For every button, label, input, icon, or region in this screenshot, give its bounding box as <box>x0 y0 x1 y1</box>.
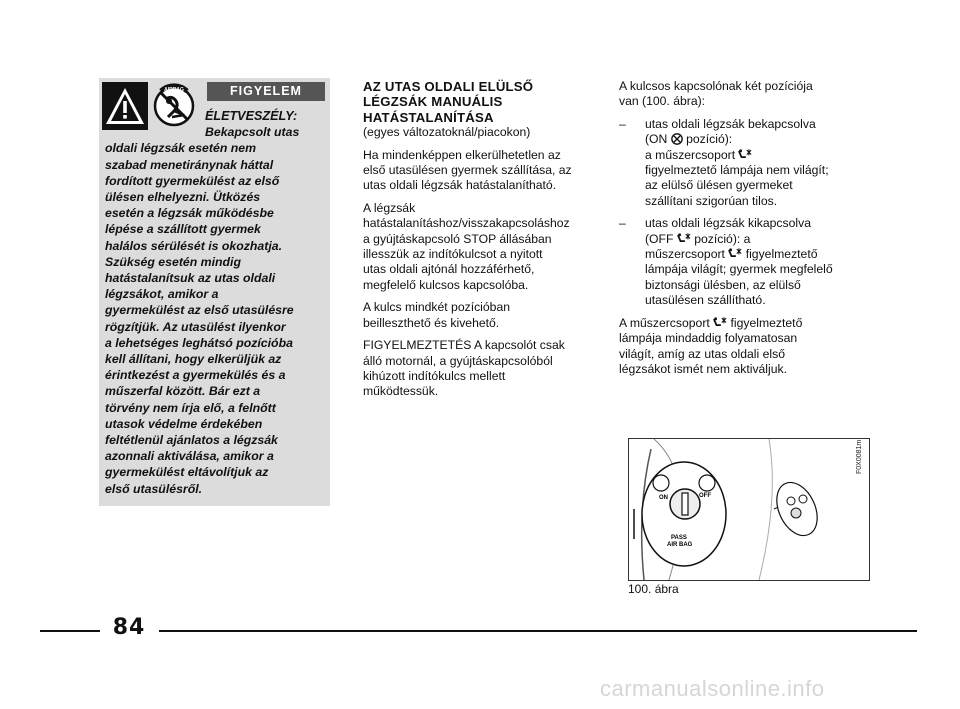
text-line <box>645 148 869 163</box>
paragraph <box>363 300 601 331</box>
heading-line: HATÁSTALANÍTÁSA <box>363 109 494 125</box>
warning-line: a lehetséges leghátsó pozícióba <box>105 335 293 350</box>
warning-line: azonnali aktiválása, amikor a <box>105 449 274 464</box>
section-subheading: (egyes változatoknál/piacokon) <box>363 125 531 140</box>
warning-line: utasok védelme érdekében <box>105 416 263 431</box>
text-line: működtessük. <box>363 384 439 399</box>
warning-line: fordított gyermekülést az első <box>105 173 280 188</box>
figure-code-text: F0X0081m <box>856 439 863 474</box>
text-line: szállítani szigorúan tilos. <box>645 193 778 208</box>
warning-line: műszerfal között. Bár ezt a <box>105 384 261 399</box>
text-line: hatástalanításhoz/visszakapcsoláshoz <box>363 216 570 231</box>
text-line: A légzsák <box>363 200 416 215</box>
airbag-icon-text: AIRBAG <box>164 87 184 93</box>
text-line: lámpája világít; gyermek megfelelő <box>645 262 833 277</box>
warning-text <box>99 108 329 497</box>
list-dash: – <box>619 116 626 131</box>
warning-line: szabad menetiránynak háttal <box>105 157 274 172</box>
text-fragment: (ON <box>645 132 671 147</box>
paragraph <box>363 148 601 194</box>
text-line: első utasülésen gyermek szállítása, az <box>363 163 572 178</box>
paragraph <box>619 79 869 110</box>
text-line: álló motornál, a gyújtáskapcsolóból <box>363 353 553 368</box>
paragraph <box>619 316 869 378</box>
text-line: utas oldali légzsák bekapcsolva <box>645 116 816 131</box>
warning-line: hatástalanítsuk az utas oldali <box>105 271 276 286</box>
text-line: kihúzott indítókulcs mellett <box>363 368 506 383</box>
right-column <box>619 79 869 384</box>
figure-label-airbag: AIR BAG <box>667 542 693 548</box>
text-fragment: a műszercsoport <box>645 147 739 162</box>
text-line <box>645 132 869 147</box>
warning-line: kell állítani, hogy elkerüljük az <box>105 352 282 367</box>
key-switch-illustration <box>629 439 869 580</box>
warning-badge: FIGYELEM <box>207 82 325 101</box>
text-line: megfelelő kulcsos kapcsolóba. <box>363 277 529 292</box>
text-line: A kulcs mindkét pozícióban <box>363 300 511 315</box>
warning-line: légzsákot, amikor a <box>105 287 219 302</box>
warning-box <box>99 78 330 506</box>
warning-line: gyermekülést eltávolítjuk az <box>105 465 269 480</box>
text-line: figyelmeztető lámpája nem világít; <box>645 163 829 178</box>
middle-column <box>363 79 601 407</box>
warning-title: ÉLETVESZÉLY: <box>205 109 298 123</box>
passenger-airbag-off-icon <box>728 248 742 259</box>
passenger-airbag-off-icon <box>677 233 691 244</box>
text-line: utas oldali ajtónál hozzáférhető, <box>363 262 535 277</box>
figure-label-pass: PASS <box>671 535 687 541</box>
text-line: van (100. ábra): <box>619 94 706 109</box>
figure-caption: 100. ábra <box>628 582 679 596</box>
warning-line: lépése a szállított gyermek <box>105 222 261 237</box>
warning-line: esetén a légzsák működésbe <box>105 206 274 221</box>
text-line: lámpája mindaddig folyamatosan <box>619 331 798 346</box>
section-heading <box>363 79 601 125</box>
warning-line: első utasülésről. <box>105 481 203 496</box>
text-line: utas oldali légzsák hatástalanítható. <box>363 178 557 193</box>
text-line: utasülésen szállítható. <box>645 293 766 308</box>
text-fragment: figyelmeztető <box>727 315 803 330</box>
footer-rule-left <box>40 630 100 632</box>
text-fragment: műszercsoport <box>645 247 729 262</box>
list-item <box>619 216 869 308</box>
warning-line: törvény nem írja elő, a felnőtt <box>105 400 276 415</box>
warning-line: Szükség esetén mindig <box>105 254 241 269</box>
heading-line: LÉGZSÁK MANUÁLIS <box>363 94 503 110</box>
text-line: FIGYELMEZTETÉS A kapcsolót csak <box>363 338 565 353</box>
text-line <box>645 232 869 247</box>
text-line: A kulcsos kapcsolónak két pozíciója <box>619 79 813 93</box>
text-line: beilleszthető és kivehető. <box>363 315 500 330</box>
text-fragment: figyelmeztető <box>742 247 818 262</box>
text-line: a gyújtáskapcsoló STOP állásában <box>363 231 552 246</box>
text-line: Ha mindenképpen elkerülhetetlen az <box>363 147 561 162</box>
warning-line: érintkezést a gyermekülés és a <box>105 368 286 383</box>
list-dash: – <box>619 216 626 231</box>
text-line: légzsákot ismét nem aktiváljuk. <box>619 361 787 376</box>
watermark: carmanualsonline.info <box>600 676 825 701</box>
heading-line: AZ UTAS OLDALI ELÜLSŐ <box>363 79 534 94</box>
passenger-airbag-off-icon <box>738 149 752 160</box>
text-fragment: pozíció): <box>682 132 733 147</box>
page-number: 84 <box>112 615 146 640</box>
text-line: biztonsági ülésben, az elülső <box>645 277 801 292</box>
text-line <box>619 316 869 331</box>
warning-line-indented: Bekapcsolt utas <box>205 125 300 140</box>
text-fragment: (OFF <box>645 231 677 246</box>
text-line <box>645 247 869 262</box>
paragraph <box>363 338 601 400</box>
text-fragment: pozíció): a <box>690 231 751 246</box>
list-item <box>619 117 869 209</box>
footer-rule-right <box>159 630 917 632</box>
text-fragment: A műszercsoport <box>619 315 714 330</box>
text-line: utas oldali légzsák kikapcsolva <box>645 216 811 231</box>
figure-label-on: ON <box>659 495 668 501</box>
warning-line: rögzítjük. Az utasülést ilyenkor <box>105 319 286 334</box>
text-line: illesszük az indítókulcsot a nyitott <box>363 247 543 262</box>
figure-100 <box>628 438 870 581</box>
warning-line: oldali légzsák esetén nem <box>105 141 257 156</box>
figure-code <box>856 434 868 474</box>
crossed-circle-icon <box>671 133 683 145</box>
warning-line: gyermekülést az első utasülésre <box>105 303 294 318</box>
text-line: az elülső ülésen gyermeket <box>645 178 793 193</box>
warning-line: ülésen elhelyezni. Ütközés <box>105 190 261 205</box>
warning-line: halálos sérülését is okozhatja. <box>105 238 283 253</box>
paragraph <box>363 201 601 293</box>
warning-line: feltétlenül ajánlatos a légzsák <box>105 433 278 448</box>
figure-label-off: OFF <box>699 493 711 499</box>
passenger-airbag-off-icon <box>713 317 727 328</box>
text-line: világít, amíg az utas oldali első <box>619 346 785 361</box>
